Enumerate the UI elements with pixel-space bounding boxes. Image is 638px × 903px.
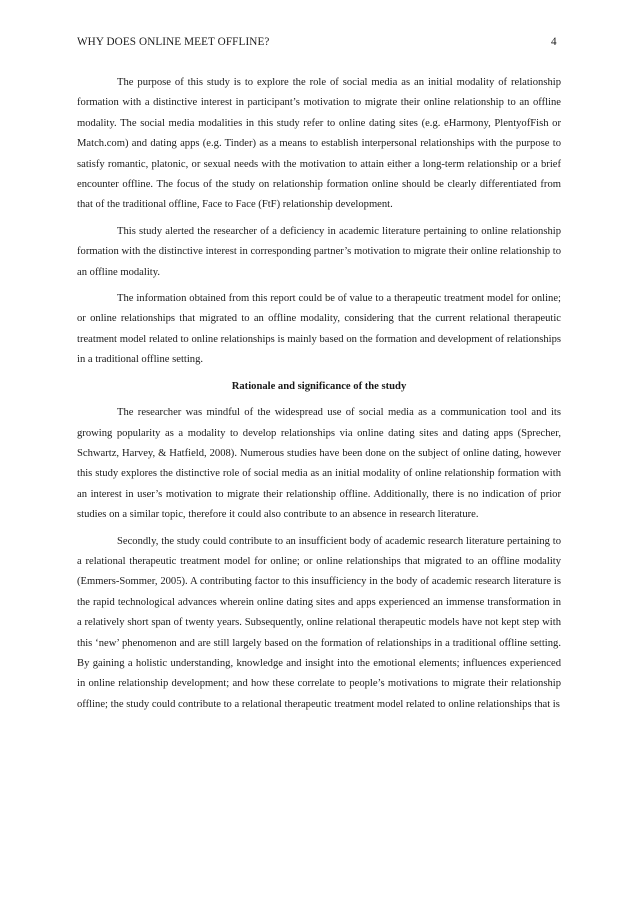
paragraph-rationale: The researcher was mindful of the widespread use of social media as a communication tool and its growing popularity as a modality to develop relationships via online dating sites and dating apps (Sprecher, Schwartz, Harvey, & Hatfield, 2008). Numerous studies have been done on the subject of online dating, however this study explores the distinctive role of social media as an initial modality of online relationship formation with an interest in user’s motivation to migrate their relationship offline. Additionally, there is no indication of prior studies on a similar topic, therefore it could also contribute to an absence in research literature.: [77, 407, 561, 521]
page-number: 4: [551, 36, 557, 48]
paragraph-secondly: Secondly, the study could contribute to an insufficient body of academic research literature pertaining to a relational therapeutic treatment model for online; or online relationships that migrated to an offline modality (Emmers-Sommer, 2005). A contributing factor to this insufficiency in the body of academic research literature is the rapid technological advances wherein online dating sites and apps experienced an immense transformation in a relatively short span of twenty years. Subsequently, online relational therapeutic models have not kept step with this ‘new’ phenomenon and are still largely based on the formation of relationships in a traditional offline setting. By gaining a holistic understanding, knowledge and insight into the emotional elements; influences experienced in online relationship development; and how these correlate to people’s motivations to migrate their relationship offline; the study could contribute to a relational therapeutic treatment model related to online relationships that is: [77, 535, 561, 710]
paragraph-purpose: The purpose of this study is to explore the role of social media as an initial modality of relationship formation with a distinctive interest in participant’s motivation to migrate their online relationship to an offline modality. The social media modalities in this study refer to online dating sites (e.g. eHarmony, PlentyofFish or Match.com) and dating apps (e.g. Tinder) as a means to establish interpersonal relationships with the purpose to satisfy romantic, platonic, or sexual needs with the motivation to attain either a long-term relationship or a brief encounter offline. The focus of the study on relationship formation online should be clearly differentiated from that of the traditional offline, Face to Face (FtF) relationship development.: [77, 77, 561, 211]
running-head: WHY DOES ONLINE MEET OFFLINE?: [77, 36, 270, 48]
paragraph-value: The information obtained from this report could be of value to a therapeutic treatment model for online; or online relationships that migrated to an offline modality, considering that the current relational therapeutic treatment model related to online relationships is mainly based on the formation and development of relationships in a traditional offline setting.: [77, 293, 561, 366]
body-text: [77, 73, 561, 715]
section-heading: Rationale and significance of the study: [231, 380, 407, 392]
paragraph-deficiency: This study alerted the researcher of a deficiency in academic literature pertaining to online relationship formation with the distinctive interest in corresponding partner’s motivation to migrate their online relationship to an offline modality.: [77, 225, 561, 278]
